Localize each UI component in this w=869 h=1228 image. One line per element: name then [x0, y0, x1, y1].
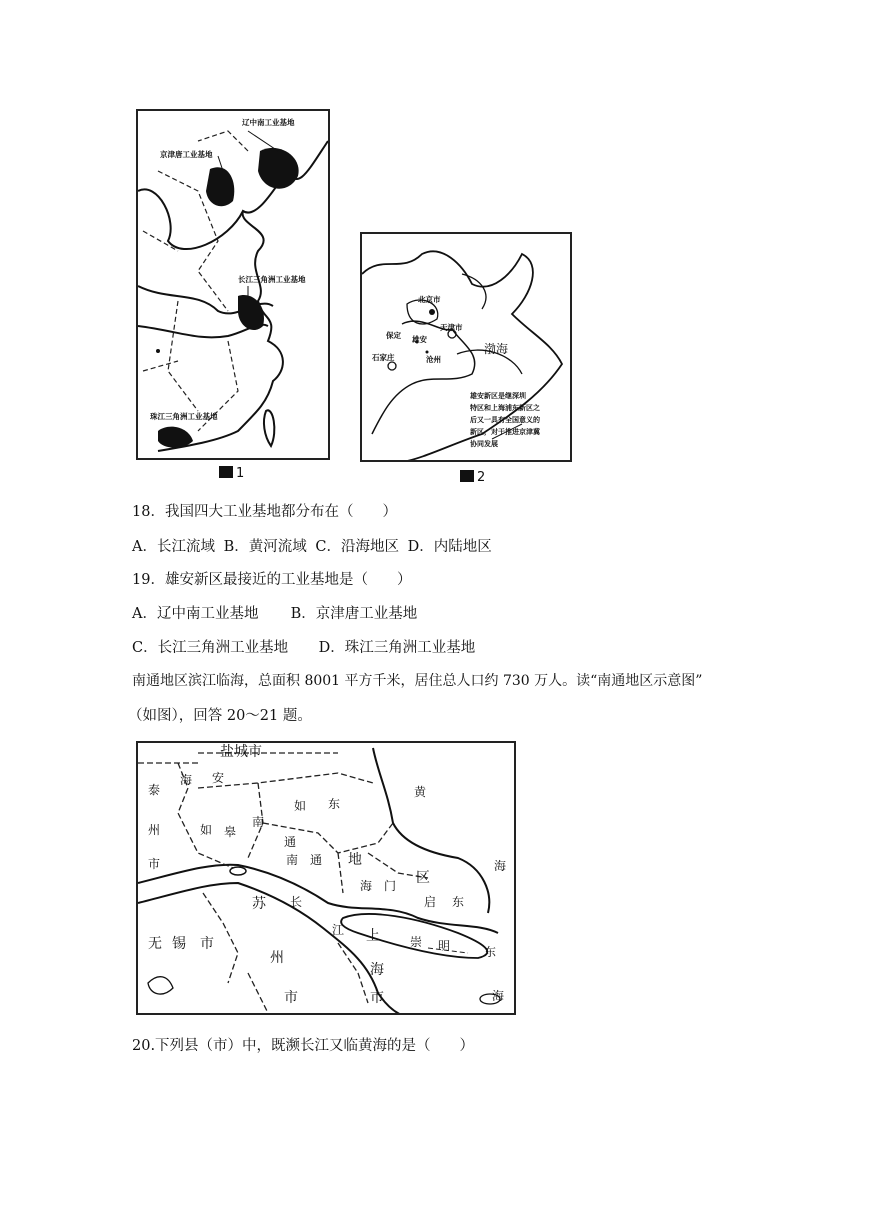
label-chang: 长 — [290, 895, 303, 909]
label-zhujiang: 珠江三角洲工业基地 — [150, 412, 218, 421]
label-shijiazhuang: 石家庄 — [372, 353, 395, 362]
q19-option-a[interactable]: A．辽中南工业基地 — [132, 606, 259, 622]
q20-stem: 20.下列县（市）中，既濒长江又临黄海的是（ ） — [132, 1038, 475, 1054]
figure2-map-drawing — [362, 234, 572, 462]
label-taizhou-2: 州 — [148, 823, 161, 837]
figure3-map-drawing — [138, 743, 516, 1015]
label-hai-2: 海 — [492, 989, 505, 1003]
label-rugao-1: 如 — [200, 823, 213, 837]
q19-options-row2 — [132, 636, 475, 657]
q19-stem: 19．雄安新区最接近的工业基地是（ ） — [132, 572, 412, 588]
label-haimen-2: 门 — [384, 879, 397, 893]
q19-option-b[interactable]: B．京津唐工业基地 — [290, 606, 418, 622]
label-haian-2: 安 — [212, 771, 225, 785]
label-beijing: 北京市 — [418, 295, 441, 304]
label-qidong-1: 启 — [424, 895, 437, 909]
label-taizhou-1: 泰 — [148, 783, 161, 797]
label-hai-sea: 海 — [494, 859, 507, 873]
note-line: 特区和上海浦东新区之 — [470, 404, 540, 412]
label-shanghai-2: 海 — [370, 962, 384, 978]
label-suzhou-3: 市 — [284, 990, 298, 1006]
label-cangzhou: 沧州 — [426, 355, 441, 364]
label-nt-region-4: 区 — [416, 870, 430, 886]
label-chongming-1: 崇 — [410, 935, 423, 949]
q19-options-row1 — [132, 602, 417, 623]
label-changjiang: 长江三角洲工业基地 — [238, 275, 306, 284]
label-liaozhongnan: 辽中南工业基地 — [242, 118, 295, 127]
intro-line-1: 南通地区滨江临海，总面积 8001 平方千米，居住总人口约 730 万人。读“南通地区示意图” — [132, 673, 703, 689]
label-nt-region-3: 地 — [348, 852, 362, 868]
figure2-note — [470, 390, 540, 450]
note-line: 后又一具有全国意义的 — [470, 416, 540, 424]
q18-options — [132, 535, 496, 556]
label-nt-region-1: 南 — [286, 853, 299, 867]
figure2-map — [360, 232, 572, 462]
figure3-map — [136, 741, 516, 1015]
label-rudong-2: 东 — [328, 797, 341, 811]
note-line: 新区，对于推进京津冀 — [470, 428, 540, 436]
note-line: 协同发展 — [470, 440, 498, 448]
label-suzhou-1: 苏 — [252, 896, 266, 912]
label-taizhou-3: 市 — [148, 857, 161, 871]
q18-option-c[interactable]: C．沿海地区 — [315, 539, 399, 555]
figure2-caption — [460, 470, 485, 485]
intro-line-2: （如图），回答 20～21 题。 — [128, 708, 312, 724]
figure1-number: 1 — [236, 466, 245, 481]
label-haian-1: 海 — [180, 773, 193, 787]
label-rudong-1: 如 — [294, 799, 307, 813]
q18-option-a[interactable]: A．长江流域 — [132, 539, 215, 555]
label-baoding: 保定 — [386, 331, 401, 340]
q18-option-d[interactable]: D．内陆地区 — [407, 539, 492, 555]
label-shanghai-3: 市 — [370, 990, 384, 1006]
label-jiang: 江 — [332, 923, 345, 937]
label-chongming-2: 明 — [438, 939, 451, 953]
label-tianjin: 天津市 — [440, 323, 463, 332]
q18-stem: 18．我国四大工业基地都分布在（ ） — [132, 504, 397, 520]
q19-option-d[interactable]: D．珠江三角洲工业基地 — [318, 640, 476, 656]
figure-mark-icon — [460, 470, 474, 482]
label-huang: 黄 — [414, 785, 427, 799]
note-line: 雄安新区是继深圳 — [470, 392, 526, 400]
label-haimen-1: 海 — [360, 879, 373, 893]
label-nantong-2: 通 — [284, 835, 297, 849]
label-wuxi-1: 无 — [148, 936, 162, 952]
label-wuxi-3: 市 — [200, 936, 214, 952]
label-suzhou-2: 州 — [270, 950, 284, 966]
label-rugao-2: 皋 — [224, 825, 237, 839]
label-dong: 东 — [484, 945, 497, 959]
label-nantong-1: 南 — [252, 815, 265, 829]
label-xiongan: 雄安 — [412, 335, 427, 344]
figure1-map-drawing — [138, 111, 330, 460]
figure-mark-icon — [219, 466, 233, 478]
label-bohai: 渤海 — [484, 342, 509, 356]
label-yancheng: 盐城市 — [220, 744, 262, 760]
figure2-number: 2 — [477, 470, 486, 485]
figure1-map — [136, 109, 330, 460]
label-jingjintang: 京津唐工业基地 — [160, 150, 213, 159]
figure1-caption — [219, 466, 244, 481]
q19-option-c[interactable]: C．长江三角洲工业基地 — [132, 640, 289, 656]
label-nt-region-2: 通 — [310, 853, 323, 867]
q18-option-b[interactable]: B．黄河流域 — [223, 539, 307, 555]
label-shanghai-1: 上 — [366, 928, 380, 944]
label-qidong-2: 东 — [452, 895, 465, 909]
label-wuxi-2: 锡 — [172, 936, 186, 952]
